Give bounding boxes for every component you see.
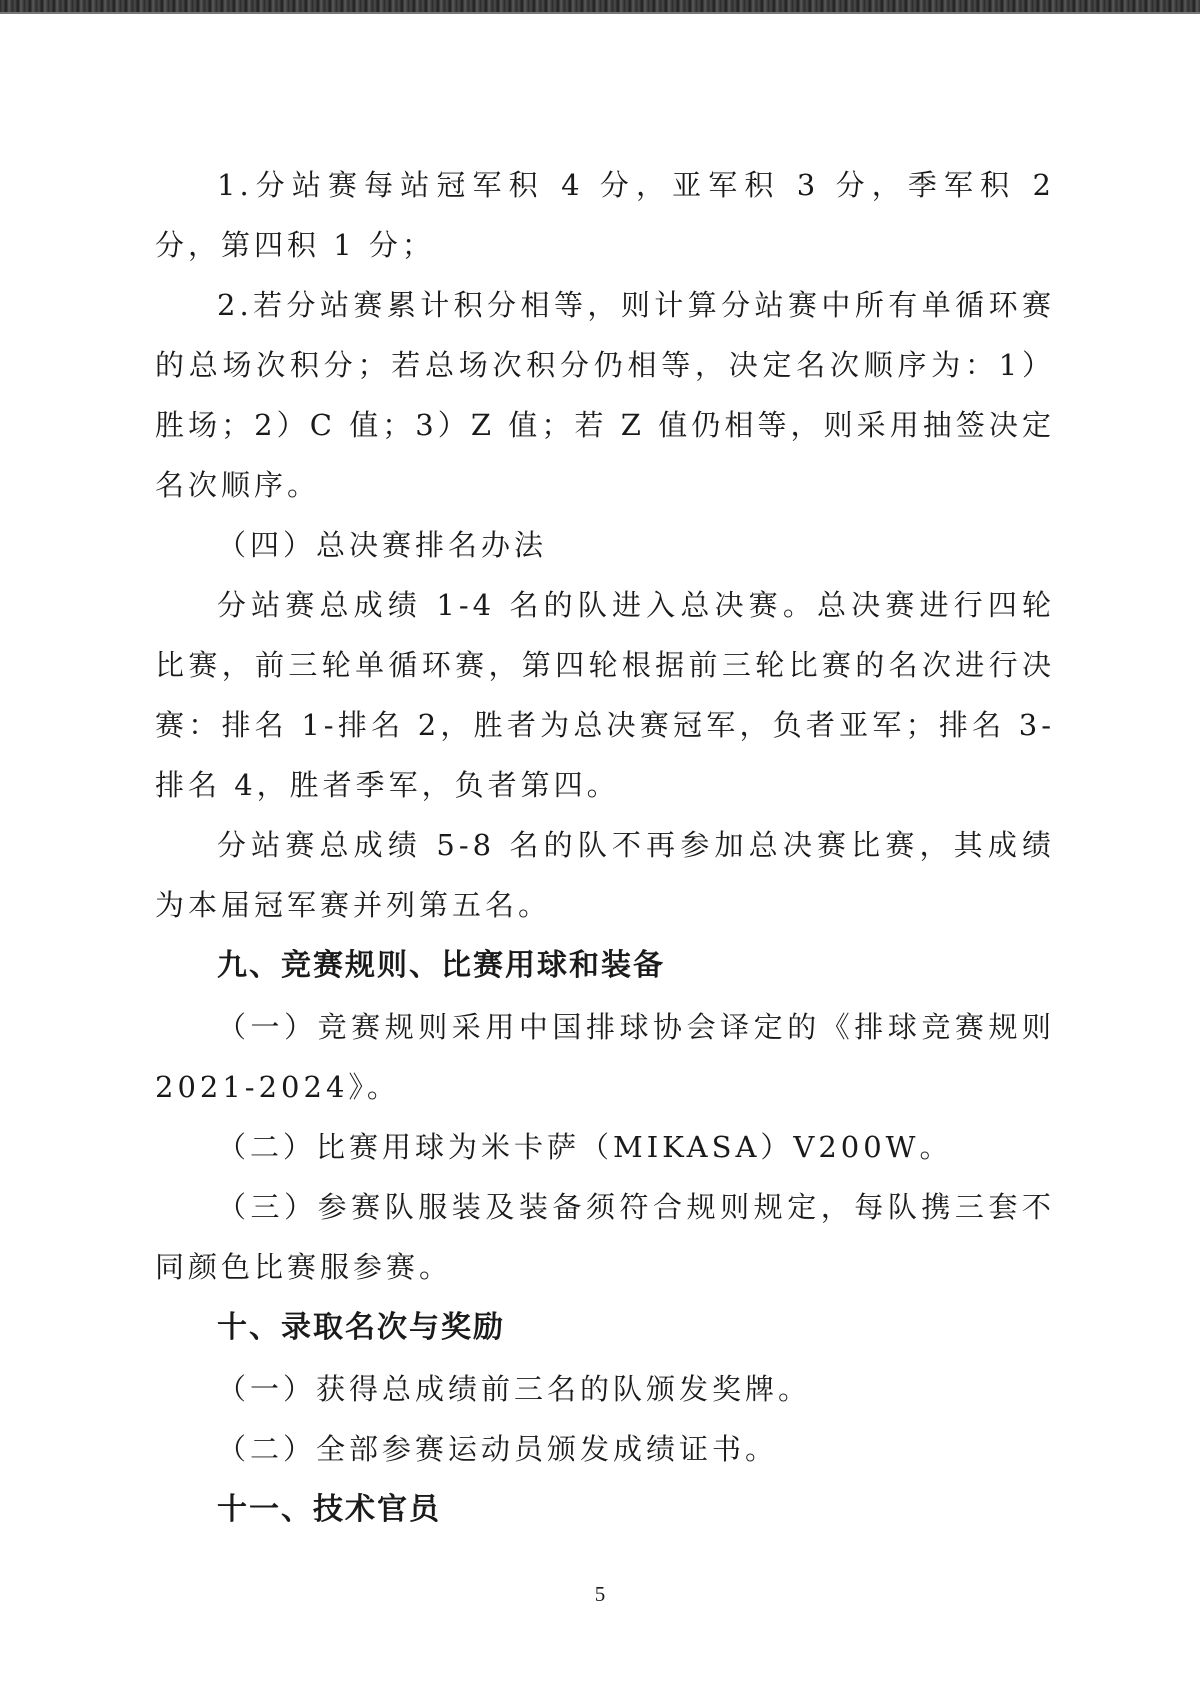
section-10-title: 十、录取名次与奖励 bbox=[217, 1310, 505, 1345]
section-9-item-3: （三）参赛队服装及装备须符合规则规定，每队携三套不同颜色比赛服参赛。 bbox=[155, 1190, 1055, 1284]
rule-paragraph-1: 1.分站赛每站冠军积 4 分，亚军积 3 分，季军积 2 分，第四积 1 分； bbox=[155, 168, 1055, 262]
page-number: 5 bbox=[594, 1582, 606, 1606]
document-body bbox=[155, 155, 1055, 1541]
rule-paragraph-2: 2.若分站赛累计积分相等，则计算分站赛中所有单循环赛的总场次积分；若总场次积分仍相等，决定名次顺序为：1）胜场；2）C 值；3）Z 值；若 Z 值仍相等，则采用抽签决定名次顺序。 bbox=[155, 288, 1055, 502]
section-11-title: 十一、技术官员 bbox=[217, 1492, 441, 1527]
section-9-item-1: （一）竞赛规则采用中国排球协会译定的《排球竞赛规则 2021-2024》。 bbox=[155, 1010, 1055, 1104]
final-ranking-paragraph-2: 分站赛总成绩 5-8 名的队不再参加总决赛比赛，其成绩为本届冠军赛并列第五名。 bbox=[155, 828, 1055, 922]
section-10-item-2: （二）全部参赛运动员颁发成绩证书。 bbox=[217, 1432, 779, 1466]
section-9-title: 九、竞赛规则、比赛用球和装备 bbox=[217, 948, 665, 983]
section-10-item-1: （一）获得总成绩前三名的队颁发奖牌。 bbox=[217, 1372, 812, 1406]
final-ranking-paragraph-1: 分站赛总成绩 1-4 名的队进入总决赛。总决赛进行四轮比赛，前三轮单循环赛，第四轮根据前三轮比赛的名次进行决赛：排名 1-排名 2，胜者为总决赛冠军，负者亚军；排名 3-排名 4，胜者季军，负者第四。 bbox=[155, 588, 1055, 802]
section-9-item-2: （二）比赛用球为米卡萨（MIKASA）V200W。 bbox=[217, 1130, 953, 1164]
subsection-final-ranking-title: （四）总决赛排名办法 bbox=[217, 528, 548, 562]
scan-top-edge bbox=[0, 0, 1200, 14]
